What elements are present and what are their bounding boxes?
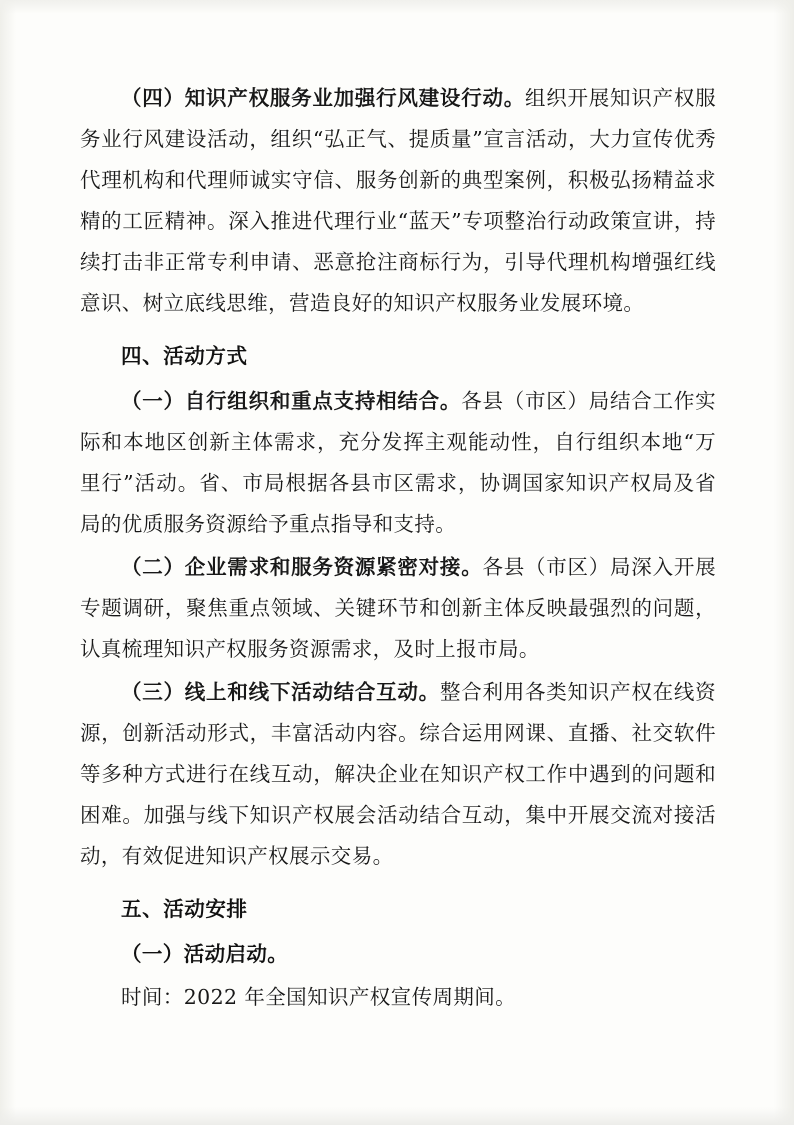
paragraph-text: 时间：2022 年全国知识产权宣传周期间。	[121, 985, 517, 1009]
section-heading-4: 四、活动方式	[121, 344, 248, 368]
page-edge-shadow-right	[774, 0, 794, 1125]
paragraph-section4-item2	[80, 547, 716, 670]
paragraph-text: 各县（市区）局深入开展专题调研，聚焦重点领域、关键环节和创新主体反映最强烈的问题，认真梳理知识产权服务资源需求，及时上报市局。	[80, 555, 716, 661]
section-heading-5: 五、活动安排	[121, 897, 248, 921]
paragraph-lead: （四）知识产权服务业加强行风建设行动。	[121, 86, 525, 110]
paragraph-text: 整合利用各类知识产权在线资源，创新活动形式，丰富活动内容。综合运用网课、直播、社交软件等多种方式进行在线互动，解决企业在知识产权工作中遇到的问题和困难。加强与线下知识产权展会活动结合互动，集中开展交流对接活动，有效促进知识产权展示交易。	[80, 680, 717, 868]
paragraph-lead: （一）自行组织和重点支持相结合。	[121, 389, 462, 413]
page-edge-shadow-left	[0, 0, 16, 1125]
paragraph-section4-item1	[80, 381, 716, 545]
page-edge-shadow-top	[0, 0, 794, 14]
paragraph-section3-item4	[80, 78, 716, 324]
paragraph-section4-item3	[80, 672, 716, 877]
document-body	[80, 78, 716, 1020]
page-edge-shadow-bottom	[0, 1107, 794, 1125]
paragraph-section5-item1-time	[80, 977, 716, 1018]
paragraph-text: 组织开展知识产权服务业行风建设活动，组织“弘正气、提质量”宣言活动，大力宣传优秀代理机构和代理师诚实守信、服务创新的典型案例，积极弘扬精益求精的工匠精神。深入推进代理行业“蓝天”专项整治行动政策宣讲，持续打击非正常专利申请、恶意抢注商标行为，引导代理机构增强红线意识、树立底线思维，营造良好的知识产权服务业发展环境。	[80, 86, 716, 315]
paragraph-lead: （二）企业需求和服务资源紧密对接。	[121, 555, 483, 579]
paragraph-lead: （三）线上和线下活动结合互动。	[121, 680, 440, 704]
paragraph-text: 各县（市区）局结合工作实际和本地区创新主体需求，充分发挥主观能动性，自行组织本地“万里行”活动。省、市局根据各县市区需求，协调国家知识产权局及省局的优质服务资源给予重点指导和支持。	[80, 389, 716, 536]
subheading-section5-item1: （一）活动启动。	[121, 942, 289, 966]
